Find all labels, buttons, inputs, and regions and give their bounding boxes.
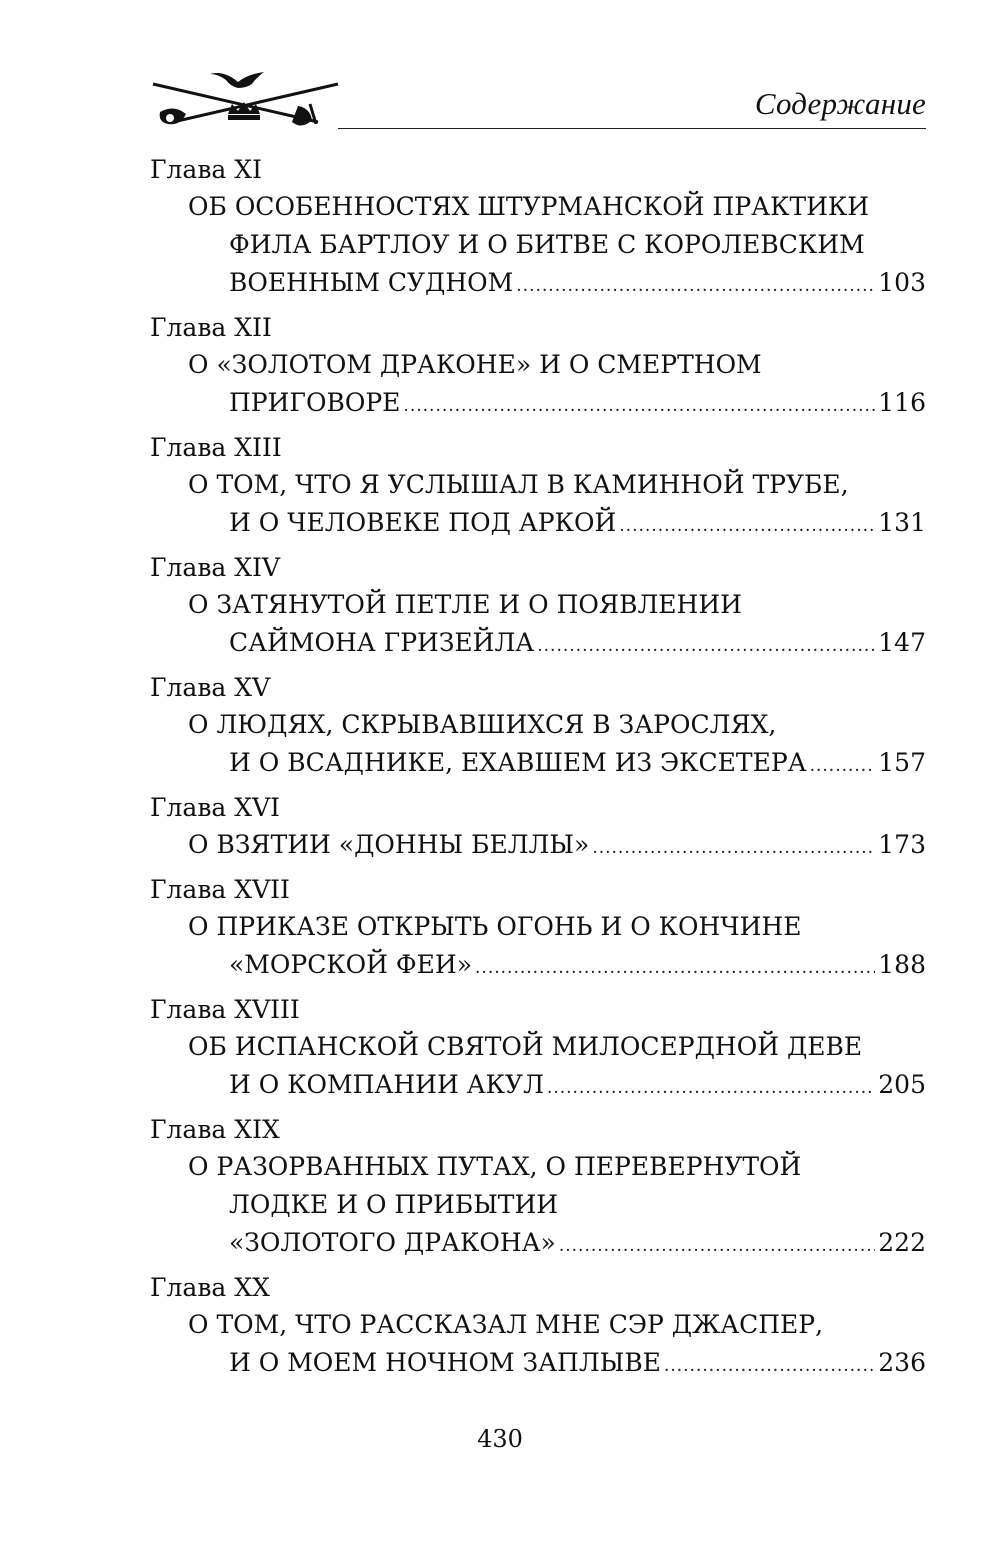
page-ref: 205 — [878, 1070, 926, 1099]
chapter-label: Глава XVI — [150, 793, 280, 822]
chapter-label: Глава XII — [150, 313, 272, 342]
chapter-title-text: И О ЧЕЛОВЕКЕ ПОД АРКОЙ — [229, 508, 617, 537]
chapter-title-text: «МОРСКОЙ ФЕИ» — [229, 950, 473, 979]
dot-leader — [547, 1069, 875, 1107]
chapter-label: Глава XV — [150, 673, 271, 702]
chapter-title-line: О ЗАТЯНУТОЙ ПЕТЛЕ И О ПОЯВЛЕНИИ — [188, 590, 742, 619]
dot-leader — [664, 1347, 875, 1385]
chapter-title-line — [150, 1344, 926, 1382]
chapter-title-line — [150, 1224, 926, 1262]
chapter-title-line — [150, 744, 926, 782]
chapter-title-line: О ЛЮДЯХ, СКРЫВАВШИХСЯ В ЗАРОСЛЯХ, — [188, 710, 777, 739]
page-ref: 236 — [878, 1348, 926, 1377]
chapter-title-line: О ПРИКАЗЕ ОТКРЫТЬ ОГОНЬ И О КОНЧИНЕ — [188, 912, 802, 941]
page-ref: 222 — [878, 1228, 926, 1257]
chapter-title-line: ФИЛА БАРТЛОУ И О БИТВЕ С КОРОЛЕВСКИМ — [229, 230, 865, 259]
page-title: Содержание — [754, 86, 926, 121]
chapter-title-text: О ВЗЯТИИ «ДОННЫ БЕЛЛЫ» — [188, 830, 590, 859]
chapter-label: Глава XIII — [150, 433, 282, 462]
chapter-title-line — [150, 504, 926, 542]
dot-leader — [403, 387, 875, 425]
toc-entry — [150, 790, 926, 864]
header-divider — [338, 128, 926, 129]
chapter-title-text: «ЗОЛОТОГО ДРАКОНА» — [229, 1228, 556, 1257]
chapter-title-line: О «ЗОЛОТОМ ДРАКОНЕ» И О СМЕРТНОМ — [188, 350, 762, 379]
page-ref: 147 — [878, 628, 926, 657]
chapter-title-text: И О ВСАДНИКЕ, ЕХАВШЕМ ИЗ ЭКСЕТЕРА — [229, 748, 807, 777]
toc-entry — [150, 550, 926, 662]
chapter-label: Глава XX — [150, 1273, 270, 1302]
dot-leader — [592, 829, 875, 867]
dot-leader — [559, 1227, 875, 1265]
dot-leader — [810, 747, 876, 785]
chapter-title-text: САЙМОНА ГРИЗЕЙЛА — [229, 628, 535, 657]
page-ref: 157 — [878, 748, 926, 777]
chapter-title-text: И О КОМПАНИИ АКУЛ — [229, 1070, 544, 1099]
toc-entry — [150, 310, 926, 422]
toc-entry — [150, 1112, 926, 1262]
chapter-title-line: ОБ ОСОБЕННОСТЯХ ШТУРМАНСКОЙ ПРАКТИКИ — [188, 192, 870, 221]
crossed-swords-eagle-crown-icon — [148, 66, 343, 142]
chapter-title-line — [150, 384, 926, 422]
chapter-title-line — [150, 826, 926, 864]
chapter-label: Глава XIX — [150, 1115, 280, 1144]
page-ref: 188 — [878, 950, 926, 979]
chapter-title-line: ОБ ИСПАНСКОЙ СВЯТОЙ МИЛОСЕРДНОЙ ДЕВЕ — [188, 1032, 863, 1061]
chapter-label: Глава XI — [150, 155, 262, 184]
page-number: 430 — [477, 1425, 523, 1453]
toc-entry — [150, 152, 926, 302]
chapter-title-line: О ТОМ, ЧТО РАССКАЗАЛ МНЕ СЭР ДЖАСПЕР, — [188, 1310, 824, 1339]
page-ref: 131 — [878, 508, 926, 537]
toc-entry — [150, 992, 926, 1104]
chapter-title-line — [150, 1066, 926, 1104]
table-of-contents — [150, 152, 926, 1390]
page-ref: 173 — [878, 830, 926, 859]
chapter-label: Глава XIV — [150, 553, 280, 582]
chapter-title-line: ЛОДКЕ И О ПРИБЫТИИ — [229, 1190, 559, 1219]
dot-leader — [516, 267, 875, 305]
chapter-title-line: О ТОМ, ЧТО Я УСЛЫШАЛ В КАМИННОЙ ТРУБЕ, — [188, 470, 849, 499]
page-header — [148, 66, 926, 146]
toc-entry — [150, 670, 926, 782]
dot-leader — [619, 507, 875, 545]
dot-leader — [475, 949, 875, 987]
page-ref: 103 — [878, 268, 926, 297]
chapter-title-line — [150, 264, 926, 302]
chapter-title-text: ВОЕННЫМ СУДНОМ — [229, 268, 514, 297]
toc-entry — [150, 872, 926, 984]
toc-entry — [150, 1270, 926, 1382]
chapter-label: Глава XVIII — [150, 995, 300, 1024]
chapter-title-text: И О МОЕМ НОЧНОМ ЗАПЛЫВЕ — [229, 1348, 661, 1377]
toc-entry — [150, 430, 926, 542]
chapter-title-text: ПРИГОВОРЕ — [229, 388, 401, 417]
chapter-label: Глава XVII — [150, 875, 290, 904]
page-ref: 116 — [878, 388, 926, 417]
chapter-title-line — [150, 624, 926, 662]
chapter-title-line — [150, 946, 926, 984]
chapter-title-line: О РАЗОРВАННЫХ ПУТАХ, О ПЕРЕВЕРНУТОЙ — [188, 1152, 802, 1181]
dot-leader — [537, 627, 875, 665]
